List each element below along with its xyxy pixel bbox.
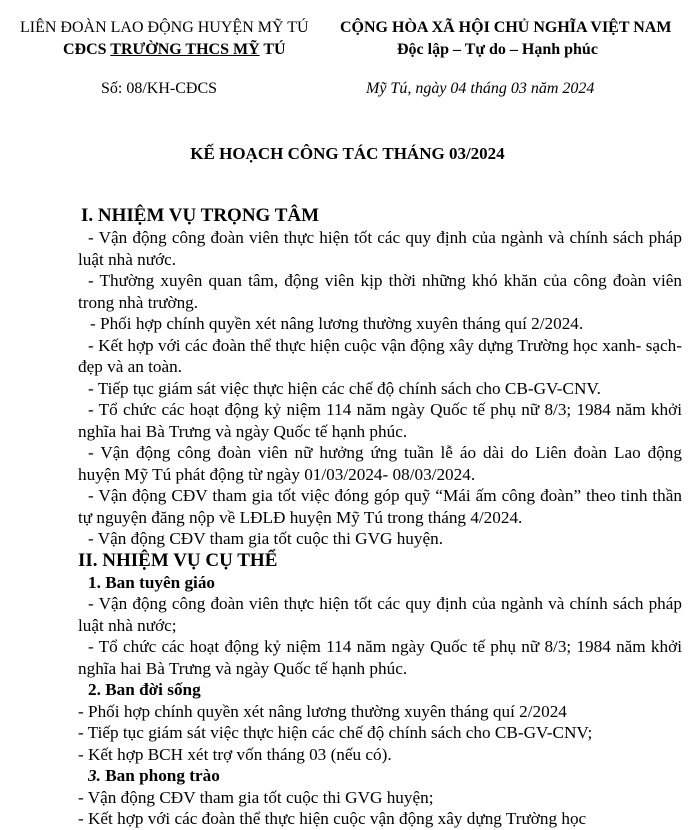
- section-2-heading: II. NHIỆM VỤ CỤ THỂ: [78, 549, 278, 571]
- date-line: Mỹ Tú, ngày 04 tháng 03 năm 2024: [366, 80, 595, 97]
- section-1-item: - Vận động công đoàn viên nữ hưởng ứng tuần lễ áo dài do Liên đoàn Lao động huyện Mỹ Tú phát động từ ngày 01/03/2024- 08/03/2024.: [78, 443, 682, 484]
- movement-item: - Vận động CĐV tham gia tốt cuộc thi GVG huyện;: [78, 787, 434, 807]
- welfare-item: - Phối hợp chính quyền xét nâng lương thường xuyên tháng quí 2/2024: [78, 701, 567, 721]
- document-body: [78, 205, 682, 830]
- subsection-heading-welfare: 2. Ban đời sống: [88, 680, 201, 699]
- section-1-item: - Vận động công đoàn viên thực hiện tốt các quy định của ngành và chính sách pháp luật nhà nước.: [78, 228, 682, 269]
- section-1-item: - Kết hợp với các đoàn thể thực hiện cuộc vận động xây dựng Trường học xanh- sạch- đẹp và an toàn.: [78, 335, 682, 376]
- national-motto: Độc lập – Tự do – Hạnh phúc: [397, 41, 598, 58]
- subsection-title: Ban phong trào: [100, 766, 220, 785]
- grassroots-union-name: [63, 40, 286, 60]
- section-1-heading: I. NHIỆM VỤ TRỌNG TÂM: [81, 205, 320, 226]
- section-1-item: - Vận động CĐV tham gia tốt việc đóng góp quỹ “Mái ấm công đoàn” theo tinh thần tự nguyện đăng nộp về LĐLĐ huyện Mỹ Tú trong tháng 4/2024.: [78, 486, 682, 527]
- section-1-item: - Tổ chức các hoạt động kỷ niệm 114 năm ngày Quốc tế phụ nữ 8/3; 1984 năm khởi nghĩa hai Bà Trưng và ngày Quốc tế hạnh phúc.: [78, 400, 682, 441]
- union-prefix: CĐCS: [63, 41, 111, 58]
- union-name: LIÊN ĐOÀN LAO ĐỘNG HUYỆN MỸ TÚ: [20, 19, 309, 36]
- movement-item: - Kết hợp với các đoàn thể thực hiện cuộc vận động xây dựng Trường học: [78, 809, 587, 828]
- subsection-heading-propaganda: 1. Ban tuyên giáo: [88, 572, 216, 592]
- section-1-item: - Vận động CĐV tham gia tốt cuộc thi GVG huyện.: [88, 529, 444, 548]
- plan-title: KẾ HOẠCH CÔNG TÁC THÁNG 03/2024: [190, 144, 505, 163]
- propaganda-item: - Tổ chức các hoạt động kỷ niệm 114 năm ngày Quốc tế phụ nữ 8/3; 1984 năm khởi nghĩa hai Bà Trưng và ngày Quốc tế hạnh phúc.: [78, 637, 682, 678]
- section-1-item: - Thường xuyên quan tâm, động viên kịp thời những khó khăn của công đoàn viên trong nhà trường.: [78, 271, 682, 312]
- propaganda-item: - Vận động công đoàn viên thực hiện tốt các quy định của ngành và chính sách pháp luật nhà nước;: [78, 594, 682, 635]
- subsection-number: 3.: [88, 766, 101, 785]
- document-number: Số: 08/KH-CĐCS: [101, 80, 218, 97]
- national-title: CỘNG HÒA XÃ HỘI CHỦ NGHĨA VIỆT NAM: [340, 19, 672, 36]
- section-1-item: - Phối hợp chính quyền xét nâng lương thường xuyên tháng quí 2/2024.: [90, 314, 584, 333]
- welfare-item: - Kết hợp BCH xét trợ vốn tháng 03 (nếu có).: [78, 744, 392, 764]
- section-1-item: - Tiếp tục giám sát việc thực hiện các chế độ chính sách cho CB-GV-CNV.: [88, 378, 601, 398]
- union-suffix: TÚ: [259, 41, 286, 58]
- school-name-underlined: TRƯỜNG THCS MỸ: [110, 41, 260, 58]
- welfare-item: - Tiếp tục giám sát việc thực hiện các chế độ chính sách cho CB-GV-CNV;: [78, 723, 593, 742]
- subsection-heading-movement: [78, 765, 682, 787]
